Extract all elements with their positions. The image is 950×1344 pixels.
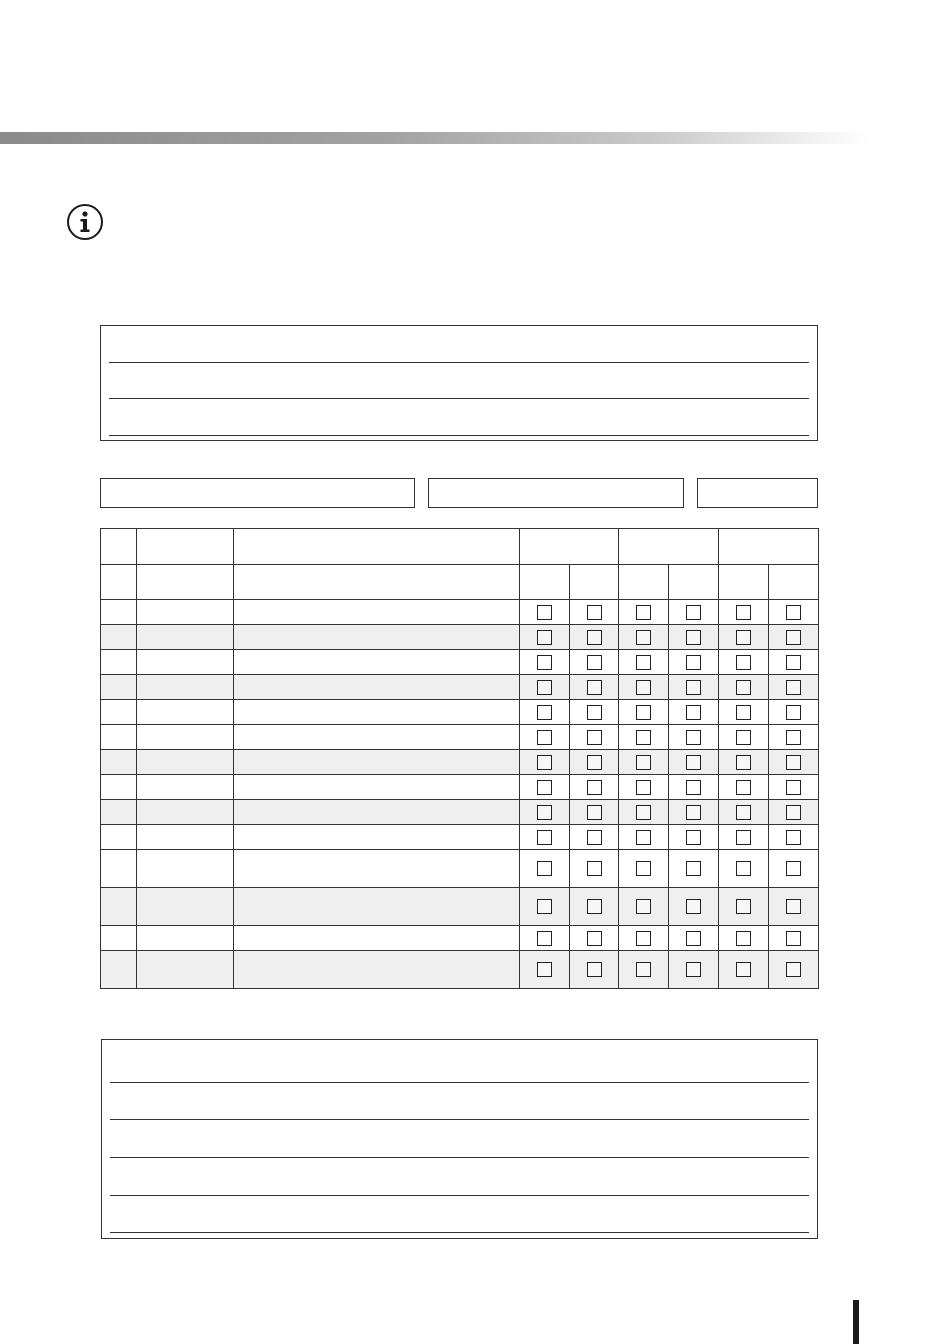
row-description-cell: [234, 888, 520, 926]
checkbox-cell: [570, 725, 619, 750]
row-code-cell: [137, 850, 234, 888]
checkbox-cell: [719, 750, 769, 775]
checkbox[interactable]: [537, 630, 552, 645]
row-no-cell: [101, 650, 137, 675]
checkbox[interactable]: [786, 680, 801, 695]
checkbox-cell: [669, 850, 719, 888]
checkbox-cell: [570, 675, 619, 700]
checkbox-cell: [520, 775, 570, 800]
row-description-cell: [234, 700, 520, 725]
checkbox[interactable]: [736, 630, 751, 645]
checkbox-cell: [769, 850, 819, 888]
table-row: [101, 675, 819, 700]
sub-header: [520, 565, 570, 600]
checkbox-cell: [719, 888, 769, 926]
checkbox-cell: [570, 825, 619, 850]
checkbox-cell: [769, 700, 819, 725]
row-no-cell: [101, 850, 137, 888]
checkbox-cell: [669, 888, 719, 926]
checkbox[interactable]: [636, 655, 651, 670]
checkbox[interactable]: [686, 830, 701, 845]
checkbox[interactable]: [686, 962, 701, 977]
checkbox-cell: [719, 775, 769, 800]
checkbox[interactable]: [736, 605, 751, 620]
checkbox[interactable]: [537, 931, 552, 946]
row-no-cell: [101, 600, 137, 625]
checkbox[interactable]: [587, 780, 602, 795]
checkbox[interactable]: [537, 861, 552, 876]
row-code-cell: [137, 825, 234, 850]
notes-box-bottom: [101, 1039, 818, 1239]
checkbox[interactable]: [636, 805, 651, 820]
checkbox[interactable]: [587, 931, 602, 946]
checkbox[interactable]: [636, 630, 651, 645]
checkbox[interactable]: [636, 705, 651, 720]
checkbox[interactable]: [786, 705, 801, 720]
checkbox-cell: [769, 800, 819, 825]
checkbox-cell: [669, 951, 719, 989]
checkbox[interactable]: [736, 931, 751, 946]
table-row: [101, 600, 819, 625]
checkbox-cell: [570, 850, 619, 888]
table-row: [101, 725, 819, 750]
sub-header: [719, 565, 769, 600]
checkbox-cell: [669, 725, 719, 750]
table-row: [101, 650, 819, 675]
checkbox-cell: [619, 888, 669, 926]
checkbox[interactable]: [537, 780, 552, 795]
writing-line: [109, 362, 809, 363]
checkbox[interactable]: [537, 680, 552, 695]
row-description-cell: [234, 951, 520, 989]
table-row: [101, 800, 819, 825]
checkbox[interactable]: [636, 931, 651, 946]
checkbox-cell: [619, 650, 669, 675]
checklist-table: [100, 528, 819, 989]
checkbox[interactable]: [537, 730, 552, 745]
table-group-header-row: [101, 529, 819, 565]
checkbox-cell: [520, 750, 570, 775]
checkbox[interactable]: [636, 680, 651, 695]
header-field-1[interactable]: [100, 478, 415, 508]
header-field-3[interactable]: [697, 478, 818, 508]
row-code-cell: [137, 700, 234, 725]
row-description-cell: [234, 650, 520, 675]
checkbox-cell: [570, 600, 619, 625]
checkbox[interactable]: [587, 755, 602, 770]
checkbox[interactable]: [686, 705, 701, 720]
checkbox[interactable]: [636, 830, 651, 845]
checkbox[interactable]: [686, 805, 701, 820]
row-code-cell: [137, 675, 234, 700]
checkbox-cell: [669, 800, 719, 825]
checkbox-cell: [769, 675, 819, 700]
checkbox[interactable]: [786, 962, 801, 977]
header-cell: [101, 565, 137, 600]
info-icon: [66, 203, 104, 241]
checkbox-cell: [520, 625, 570, 650]
group-header: [520, 529, 619, 565]
checkbox-cell: [669, 775, 719, 800]
sub-header: [570, 565, 619, 600]
checkbox[interactable]: [736, 962, 751, 977]
checkbox[interactable]: [786, 861, 801, 876]
checkbox[interactable]: [736, 830, 751, 845]
group-header: [719, 529, 819, 565]
checkbox-cell: [619, 951, 669, 989]
table-row: [101, 775, 819, 800]
table-sub-header-row: [101, 565, 819, 600]
checkbox[interactable]: [537, 605, 552, 620]
checkbox-cell: [769, 775, 819, 800]
checkbox[interactable]: [786, 630, 801, 645]
checkbox[interactable]: [537, 805, 552, 820]
checkbox-cell: [570, 888, 619, 926]
checkbox-cell: [769, 750, 819, 775]
checkbox[interactable]: [786, 899, 801, 914]
checkbox-cell: [719, 625, 769, 650]
checkbox-cell: [520, 951, 570, 989]
checkbox-cell: [719, 700, 769, 725]
checkbox[interactable]: [736, 755, 751, 770]
checkbox[interactable]: [537, 830, 552, 845]
checkbox[interactable]: [686, 755, 701, 770]
checkbox[interactable]: [686, 861, 701, 876]
checkbox-cell: [719, 926, 769, 951]
checkbox-cell: [520, 725, 570, 750]
writing-line: [110, 1119, 809, 1120]
row-description-cell: [234, 926, 520, 951]
checkbox[interactable]: [736, 730, 751, 745]
checkbox-cell: [520, 600, 570, 625]
checkbox[interactable]: [587, 730, 602, 745]
table-row: [101, 825, 819, 850]
checkbox[interactable]: [736, 780, 751, 795]
checkbox[interactable]: [786, 730, 801, 745]
checkbox-cell: [669, 825, 719, 850]
row-no-cell: [101, 625, 137, 650]
row-code-cell: [137, 926, 234, 951]
table-row: [101, 625, 819, 650]
checkbox[interactable]: [636, 861, 651, 876]
checkbox[interactable]: [786, 931, 801, 946]
checkbox[interactable]: [636, 730, 651, 745]
checkbox[interactable]: [786, 755, 801, 770]
checkbox-cell: [719, 675, 769, 700]
row-description-cell: [234, 775, 520, 800]
checkbox[interactable]: [587, 605, 602, 620]
writing-line: [110, 1195, 809, 1196]
row-code-cell: [137, 600, 234, 625]
checkbox-cell: [669, 926, 719, 951]
checkbox-cell: [520, 926, 570, 951]
row-code-cell: [137, 951, 234, 989]
checkbox-cell: [619, 750, 669, 775]
checkbox[interactable]: [786, 830, 801, 845]
row-description-cell: [234, 600, 520, 625]
table-row: [101, 700, 819, 725]
checkbox-cell: [769, 725, 819, 750]
writing-line: [109, 435, 809, 436]
checkbox[interactable]: [686, 931, 701, 946]
checkbox-cell: [520, 800, 570, 825]
checkbox-cell: [570, 800, 619, 825]
row-no-cell: [101, 700, 137, 725]
header-field-2[interactable]: [428, 478, 684, 508]
checkbox[interactable]: [786, 605, 801, 620]
checkbox-cell: [719, 650, 769, 675]
checkbox[interactable]: [587, 630, 602, 645]
checkbox-cell: [719, 800, 769, 825]
checkbox[interactable]: [636, 962, 651, 977]
page-edge-marker: [853, 1300, 859, 1344]
checkbox-cell: [619, 600, 669, 625]
checkbox-cell: [769, 625, 819, 650]
checkbox[interactable]: [636, 605, 651, 620]
checkbox-cell: [669, 700, 719, 725]
header-cell: [234, 565, 520, 600]
checkbox-cell: [619, 825, 669, 850]
checkbox[interactable]: [537, 655, 552, 670]
checkbox-cell: [769, 888, 819, 926]
checkbox-cell: [570, 750, 619, 775]
row-no-cell: [101, 825, 137, 850]
checkbox-cell: [570, 775, 619, 800]
checkbox[interactable]: [736, 655, 751, 670]
checkbox-cell: [520, 888, 570, 926]
header-cell: [137, 529, 234, 565]
checkbox-cell: [570, 951, 619, 989]
checkbox-cell: [619, 800, 669, 825]
header-cell: [234, 529, 520, 565]
checkbox-cell: [570, 926, 619, 951]
checkbox-cell: [669, 650, 719, 675]
checkbox-cell: [619, 675, 669, 700]
table-row: [101, 750, 819, 775]
row-description-cell: [234, 625, 520, 650]
row-no-cell: [101, 800, 137, 825]
row-code-cell: [137, 775, 234, 800]
sub-header: [619, 565, 669, 600]
checkbox-cell: [520, 700, 570, 725]
checkbox[interactable]: [537, 705, 552, 720]
row-no-cell: [101, 775, 137, 800]
group-header: [619, 529, 719, 565]
row-code-cell: [137, 625, 234, 650]
checkbox-cell: [520, 825, 570, 850]
checkbox-cell: [769, 951, 819, 989]
checkbox-cell: [719, 600, 769, 625]
checkbox[interactable]: [736, 680, 751, 695]
writing-line: [110, 1232, 809, 1233]
header-rule: [0, 132, 870, 144]
table-row: [101, 951, 819, 989]
row-description-cell: [234, 825, 520, 850]
row-description-cell: [234, 800, 520, 825]
checkbox[interactable]: [686, 655, 701, 670]
checkbox[interactable]: [686, 780, 701, 795]
checkbox-cell: [719, 725, 769, 750]
row-code-cell: [137, 650, 234, 675]
checkbox-cell: [669, 600, 719, 625]
sub-header: [669, 565, 719, 600]
checkbox-cell: [769, 926, 819, 951]
row-code-cell: [137, 888, 234, 926]
checkbox-cell: [719, 825, 769, 850]
checkbox[interactable]: [587, 830, 602, 845]
row-description-cell: [234, 725, 520, 750]
checkbox[interactable]: [587, 805, 602, 820]
header-cell: [101, 529, 137, 565]
row-no-cell: [101, 951, 137, 989]
checkbox-cell: [719, 850, 769, 888]
row-code-cell: [137, 725, 234, 750]
checkbox[interactable]: [587, 680, 602, 695]
notes-box-top: [100, 325, 818, 441]
row-no-cell: [101, 675, 137, 700]
checkbox-cell: [669, 675, 719, 700]
table-row: [101, 926, 819, 951]
writing-line: [110, 1157, 809, 1158]
checkbox-cell: [520, 675, 570, 700]
checkbox-cell: [719, 951, 769, 989]
checkbox-cell: [619, 775, 669, 800]
writing-line: [109, 398, 809, 399]
checkbox-cell: [769, 650, 819, 675]
checkbox[interactable]: [587, 962, 602, 977]
checkbox-cell: [769, 825, 819, 850]
checkbox-cell: [570, 625, 619, 650]
row-description-cell: [234, 675, 520, 700]
checkbox-cell: [520, 850, 570, 888]
checkbox[interactable]: [786, 805, 801, 820]
checkbox[interactable]: [636, 755, 651, 770]
checkbox-cell: [570, 700, 619, 725]
row-no-cell: [101, 750, 137, 775]
checkbox[interactable]: [587, 705, 602, 720]
checkbox[interactable]: [636, 899, 651, 914]
checkbox[interactable]: [686, 899, 701, 914]
row-no-cell: [101, 725, 137, 750]
checkbox[interactable]: [537, 755, 552, 770]
checkbox[interactable]: [686, 605, 701, 620]
checkbox-cell: [669, 625, 719, 650]
sub-header: [769, 565, 819, 600]
row-no-cell: [101, 888, 137, 926]
checkbox[interactable]: [736, 705, 751, 720]
checkbox[interactable]: [537, 899, 552, 914]
checkbox[interactable]: [537, 962, 552, 977]
header-cell: [137, 565, 234, 600]
checkbox[interactable]: [587, 899, 602, 914]
checkbox[interactable]: [686, 630, 701, 645]
checkbox[interactable]: [736, 861, 751, 876]
checkbox-cell: [769, 600, 819, 625]
checkbox[interactable]: [587, 655, 602, 670]
row-description-cell: [234, 750, 520, 775]
checkbox-cell: [570, 650, 619, 675]
checkbox[interactable]: [736, 805, 751, 820]
row-no-cell: [101, 926, 137, 951]
checkbox[interactable]: [686, 680, 701, 695]
checkbox[interactable]: [587, 861, 602, 876]
checkbox[interactable]: [636, 780, 651, 795]
row-code-cell: [137, 750, 234, 775]
checkbox-cell: [619, 725, 669, 750]
row-description-cell: [234, 850, 520, 888]
checkbox[interactable]: [786, 655, 801, 670]
checkbox-cell: [619, 700, 669, 725]
checkbox-cell: [619, 926, 669, 951]
writing-line: [110, 1082, 809, 1083]
checkbox[interactable]: [686, 730, 701, 745]
checkbox-cell: [619, 625, 669, 650]
table-row: [101, 850, 819, 888]
checkbox-cell: [520, 650, 570, 675]
checkbox[interactable]: [736, 899, 751, 914]
checkbox[interactable]: [786, 780, 801, 795]
table-row: [101, 888, 819, 926]
row-code-cell: [137, 800, 234, 825]
checkbox-cell: [669, 750, 719, 775]
checkbox-cell: [619, 850, 669, 888]
